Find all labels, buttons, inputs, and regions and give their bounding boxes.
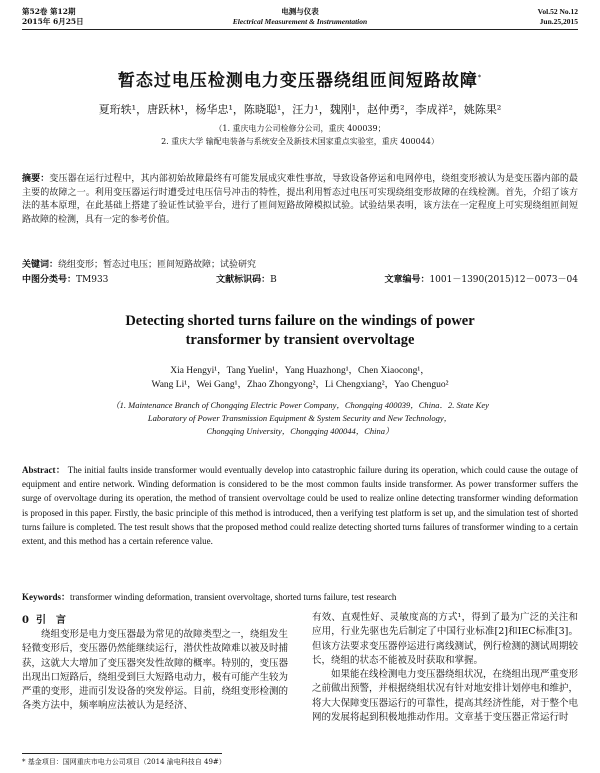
section-title: 引 言 xyxy=(35,615,66,626)
keywords-en-text: transformer winding deformation, transient overvoltage, shorted turns failure, test research xyxy=(70,592,397,602)
authors-cn: 夏珩轶¹，唐跃林¹，杨华忠¹，陈晓聪¹，汪力¹，魏刚¹，赵仲勇²，李成祥²，姚陈果² xyxy=(98,103,502,116)
keywords-cn-label: 关键词： xyxy=(22,260,59,270)
affiliation-en-line-1: （1. Maintenance Branch of Chongqing Electric Power Company，Chongqing 400039，China．2. State Key xyxy=(111,400,489,410)
title-cn-text: 暂态过电压检测电力变压器绕组匝间短路故障 xyxy=(117,71,478,91)
authors-en-line-2: Wang Li¹，Wei Gang¹，Zhao Zhongyong²，Li Chengxiang²，Yao Chenguo² xyxy=(151,380,449,390)
doc-code-label: 文献标识码： xyxy=(216,275,271,285)
affiliations-cn xyxy=(0,122,600,148)
header-volume-cn: 第52卷 第12期 xyxy=(22,7,76,16)
affiliations-en xyxy=(0,399,600,438)
clc xyxy=(22,274,108,288)
title-cn xyxy=(0,66,600,91)
abstract-en-label: Abstract： xyxy=(22,465,66,475)
header-date-cn: 2015年 6月25日 xyxy=(22,17,84,26)
header-journal-block xyxy=(0,7,600,27)
header-rule xyxy=(22,29,578,30)
keywords-en xyxy=(22,590,578,604)
authors-en xyxy=(0,364,600,392)
title-en xyxy=(0,312,600,350)
title-footnote-mark: * xyxy=(477,74,483,82)
keywords-cn-text: 绕组变形；暂态过电压；匝间短路故障；试验研究 xyxy=(58,260,257,270)
title-en-line-1: Detecting shorted turns failure on the windings of power xyxy=(125,313,475,329)
body-right-para-2: 如果能在线检测电力变压器绕组状况，在绕组出现严重变形之前做出预警，并根据绕组状况有针对地安排计划停电和维护，将大大保障变压器运行的可靠性，提高其经济性能，对于整个电网的发展将起到积极地推动作用。文章基于变压器正常运行时 xyxy=(312,669,579,724)
footnote-rule xyxy=(22,753,222,754)
article-number-label: 文章编号： xyxy=(384,275,430,285)
header-journal-en: Electrical Measurement & Instrumentation xyxy=(232,17,368,26)
affiliation-en-line-2: Laboratory of Power Transmission Equipment & System Security and New Technology， xyxy=(147,413,453,423)
clc-label: 中图分类号： xyxy=(22,275,77,285)
header-volume-en-block xyxy=(538,7,578,27)
classification-row xyxy=(22,274,578,288)
clc-value: TM933 xyxy=(76,275,109,285)
abstract-cn-label: 摘要： xyxy=(22,174,50,184)
article-number xyxy=(384,274,578,288)
title-en-line-2: transformer by transient overvoltage xyxy=(185,332,415,348)
affiliation-en-line-3: Chongqing University，Chongqing 400044，China） xyxy=(206,426,394,436)
article-number-value: 1001－1390(2015)12－0073－04 xyxy=(429,275,578,285)
header-date-en: Jun.25,2015 xyxy=(539,17,578,26)
body-right-para-1: 有效、直观性好、灵敏度高的方式¹，得到了最为广泛的关注和应用，行业先驱也先后制定了中国行业标准[2]和IEC标准[3]。但该方法要求变压器停运进行离线测试，例行检测的测试周期较长，绕组的状态不能被及时获取和掌握。 xyxy=(312,612,579,666)
abstract-en xyxy=(22,463,578,548)
affiliation-cn-1: （1. 重庆电力公司检修分公司，重庆 400039； xyxy=(214,124,386,133)
abstract-cn-text: 变压器在运行过程中，其内部初始故障最终有可能发展成灾难性事故，导致设备停运和电网停电，绕组变形被认为是变压器内部的最主要的故障之一。利用变压器运行时遭受过电压信号冲击的特性，提出利用暂态过电压可实现绕组变形故障的在线检测。首先，介绍了该方法的基本原理，在此基础上搭建了验证性试验平台，进行了匝间短路故障模拟试验。试验结果表明，该方法在一定程度上可实现绕组匝间短路故障的检测，具有一定的参考价值。 xyxy=(22,174,578,225)
section-heading-intro xyxy=(22,611,66,626)
footnote: * 基金项目：国网重庆市电力公司项目（2014 渝电科技自 49#） xyxy=(22,758,226,766)
authors-en-line-1: Xia Hengyi¹，Tang Yuelin¹，Yang Huazhong¹，Chen Xiaocong¹， xyxy=(170,366,430,376)
body-right-column xyxy=(312,611,578,725)
header-volume-en: Vol.52 No.12 xyxy=(537,7,578,16)
affiliation-cn-2: 2. 重庆大学 输配电装备与系统安全及新技术国家重点实验室，重庆 400044） xyxy=(161,137,439,146)
abstract-en-text: The initial faults inside transformer would eventually develop into catastrophic failure during its operation, which could cause the outage of equipment and entire network. Winding deformation is considered to be the most common faults inside transformer. As power transformer suffers the surge of overvoltage during its operation, the method of transient overvoltage could be used to realize online detecting transformer winding deformation is proposed in this paper. Firstly, the basic principle of this method is introduced, then a verifying test platform is set up, and the simulation test of shorted turns failure is completed. The test result shows that the proposed method could realize detecting shorted turns failures of transformer winding to a certain extent, and this method has a certain reference value. xyxy=(22,465,579,547)
doc-code xyxy=(216,274,277,288)
body-left-column: 绕组变形是电力变压器最为常见的故障类型之一，绕组发生轻微变形后，变压器仍然能继续运行，潜伏性故障难以被及时捕获，这就大大增加了变压器突发性故障的概率。特别的，变压器出现出口短路后，绕组受到巨大短路电动力，极有可能产生较为严重的变形，进而引发设备的突发停运。目前，绕组变形检测的各类方法中，频率响应法被认为是经济、 xyxy=(22,629,289,712)
keywords-cn xyxy=(22,259,578,273)
doc-code-value: B xyxy=(270,275,277,285)
header-journal-cn: 电测与仪表 xyxy=(281,7,319,16)
abstract-cn xyxy=(22,173,578,227)
keywords-en-label: Keywords： xyxy=(22,592,70,602)
section-number: 0 xyxy=(22,615,29,626)
